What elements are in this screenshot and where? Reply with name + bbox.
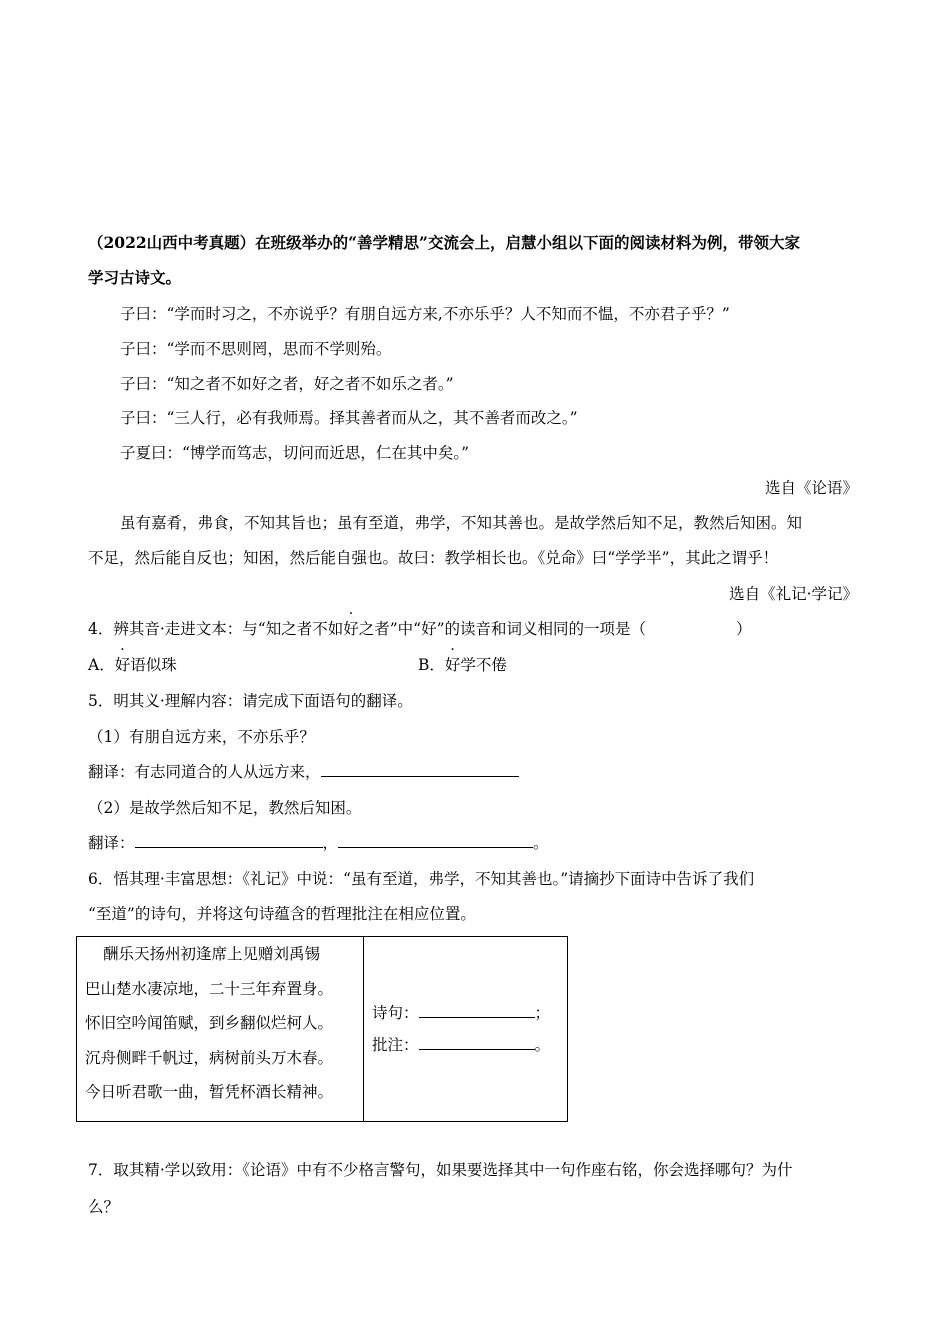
note-end: 。 xyxy=(534,1036,551,1054)
poem-line-4: 今日听君歌一曲，暂凭杯酒长精神。 xyxy=(85,1083,334,1101)
poem-line-3: 沉舟侧畔千帆过，病树前头万木春。 xyxy=(85,1048,334,1067)
q5-translation-2-prefix: 翻译： xyxy=(88,834,135,852)
question-7-line-1: 7．取其精·学以致用：《论语》中有不少格言警句，如果要选择其中一句作座右铭，你会选择哪句？为什 xyxy=(88,1161,793,1179)
intro-line-1: （2022山西中考真题）在班级举办的“善学精思”交流会上，启慧小组以下面的阅读材料为例，带领大家 xyxy=(88,233,800,252)
question-6-line-1: 6．悟其理·丰富思想：《礼记》中说：“虽有至道，弗学，不知其善也。”请摘抄下面诗中告诉了我们 xyxy=(88,870,755,888)
q4-emphasis-char: 好 xyxy=(343,620,359,638)
verse-answer-row xyxy=(372,997,567,1029)
verse-label: 诗句： xyxy=(372,1004,419,1022)
q4-option-a[interactable] xyxy=(88,655,177,675)
q4-option-a-label: A． xyxy=(88,656,115,674)
q4-option-b-label: B． xyxy=(418,656,445,674)
q5-translation-1-blank[interactable] xyxy=(321,762,519,777)
lunyu-quote-5: 子夏曰：“博学而笃志，切问而近思，仁在其中矣。” xyxy=(120,444,470,462)
q5-translation-1 xyxy=(88,762,519,782)
q4-option-b[interactable] xyxy=(418,655,507,675)
liji-line-1: 虽有嘉肴，弗食，不知其旨也；虽有至道，弗学，不知其善也。是故学然后知不足，教然后知困。知 xyxy=(120,514,803,532)
q4-option-b-emphasis: 好 xyxy=(444,656,461,674)
q5-translation-1-prefix: 翻译：有志同道合的人从远方来， xyxy=(88,763,321,781)
question-4-stem xyxy=(88,619,752,639)
liji-line-2: 不足，然后能自反也；知困，然后能自强也。故曰：教学相长也。《兑命》曰“学学半”，其此之谓乎！ xyxy=(88,549,779,567)
q5-translation-2-comma: ， xyxy=(322,834,339,852)
note-blank[interactable] xyxy=(419,1035,535,1050)
lunyu-quote-4: 子曰：“三人行，必有我师焉。择其善者而从之，其不善者而改之。” xyxy=(120,409,578,427)
note-answer-row xyxy=(372,1029,567,1061)
question-5-stem: 5．明其义·理解内容：请完成下面语句的翻译。 xyxy=(88,692,413,710)
note-label: 批注： xyxy=(372,1036,419,1054)
lunyu-quote-2: 子曰：“学而不思则罔，思而不学则殆。 xyxy=(120,340,392,358)
question-7-line-2: 么？ xyxy=(88,1198,120,1216)
q4-option-a-emphasis: 好 xyxy=(114,656,131,674)
q4-close: ） xyxy=(736,620,752,638)
poem-table xyxy=(76,936,568,1122)
q4-suffix: 之者”中“好”的读音和词义相同的一项是（ xyxy=(358,620,647,638)
verse-blank[interactable] xyxy=(419,1003,535,1018)
q5-translation-2-end: 。 xyxy=(533,834,549,852)
poem-title: 酬乐天扬州初逢席上见赠刘禹锡 xyxy=(103,945,321,963)
lunyu-quote-3: 子曰：“知之者不如好之者，好之者不如乐之者。” xyxy=(120,375,454,393)
lunyu-quote-1: 子曰：“学而时习之，不亦说乎？有朋自远方来,不亦乐乎？人不知而不愠，不亦君子乎？” xyxy=(120,305,730,323)
q4-option-a-text: 语似珠 xyxy=(130,656,177,674)
q5-translation-2-blank-a[interactable] xyxy=(135,833,323,848)
question-6-line-2: “至道”的诗句，并将这句诗蕴含的哲理批注在相应位置。 xyxy=(88,905,476,923)
q5-translation-2-blank-b[interactable] xyxy=(338,833,533,848)
answer-cell xyxy=(364,937,568,1122)
lunyu-source: 选自《论语》 xyxy=(764,479,858,497)
q5-sub-2: （2）是故学然后知不足，教然后知困。 xyxy=(88,799,362,817)
poem-cell xyxy=(77,937,364,1122)
q4-option-b-text: 学不倦 xyxy=(460,656,507,674)
q4-prefix: 4．辨其音·走进文本：与“知之者不如 xyxy=(88,620,344,638)
poem-line-1: 巴山楚水凄凉地，二十三年弃置身。 xyxy=(85,979,334,998)
q5-translation-2 xyxy=(88,833,549,853)
intro-line-2: 学习古诗文。 xyxy=(88,268,182,287)
poem-line-2: 怀旧空吟闻笛赋，到乡翻似烂柯人。 xyxy=(85,1014,334,1032)
liji-source: 选自《礼记·学记》 xyxy=(729,585,858,603)
verse-end: ； xyxy=(534,1004,551,1022)
q5-sub-1: （1）有朋自远方来，不亦乐乎？ xyxy=(88,728,315,746)
